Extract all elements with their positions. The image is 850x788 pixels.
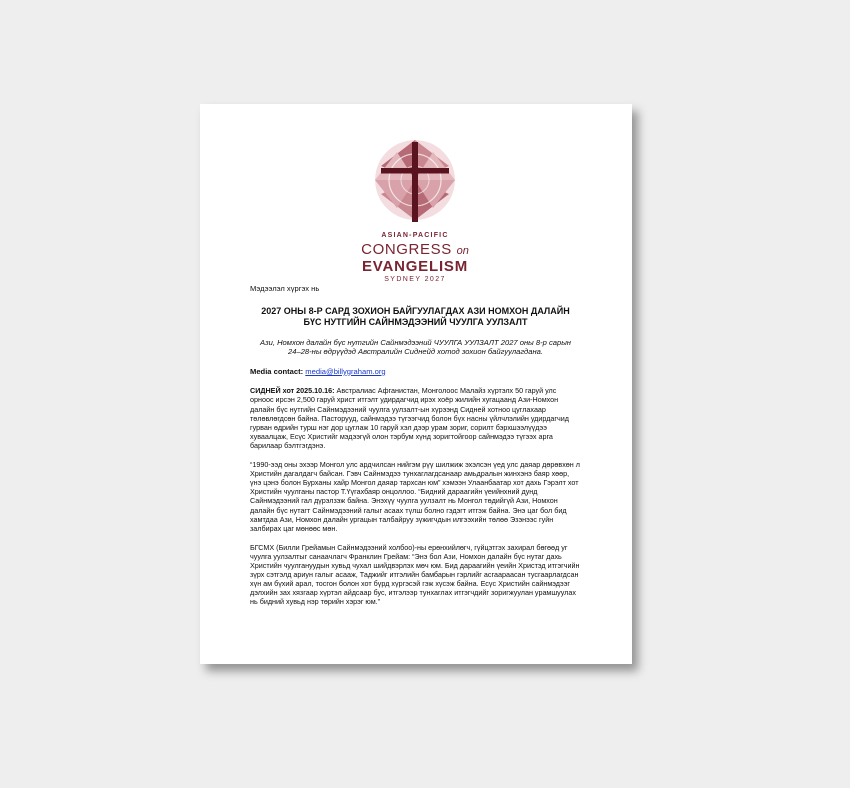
paragraph-1	[250, 386, 581, 450]
contact-email-link[interactable]: media@billygraham.org	[305, 366, 386, 376]
document-content	[250, 284, 581, 606]
logo-evangelism-text: EVANGELISM	[361, 258, 469, 275]
paragraph-1-text: Австралиас Афганистан, Монголоос Малайз хүртэлх 50 гаруй улс орноос ирсэн 2,500 гаруй христ итгэлт удирдагчид ирэх хоёр жилийн хугацаанд Ази-Номхон далайн бүс нутгийн Сайнмэдээний чуулга уулзалт-ын хүрээнд Сидней хотноо цуглахаар төлөвлөгдсөн байна. Пасторууд, сайнмэдээ түгээгчид болон бүх насны үйлчлэлийн удирдагчид гурван өдрийн турш нэг дор цуглаж 10 гаруй хэл дээр урам зориг, сорилт бэрхшээлүүдээ хуваалцаж, Есүс Христийг мэдээгүй олон тэрбум хүнд зоригтойгоор сайнмэдээ түгээх арга барилаар бэлтгэгдэнэ.	[250, 386, 569, 450]
doc-headline: 2027 ОНЫ 8-Р САРД ЗОХИОН БАЙГУУЛАГДАХ АЗИ НОМХОН ДАЛАЙН БҮС НУТГИЙН САЙНМЭДЭЭНИЙ ЧУУЛГА УУЛЗАЛТ	[261, 305, 570, 327]
logo-asia-text: ASIAN-PACIFIC	[381, 232, 449, 239]
document-page	[200, 104, 632, 664]
dateline: СИДНЕЙ хот 2025.10.16:	[250, 386, 335, 396]
paragraph-3: БГСМХ (Билли Грейамын Сайнмэдээний холбоо)-ны ерөнхийлөгч, гүйцэтгэх захирал бөгөөд уг чуулга уулзалтыг санаачлагч Франклин Грейам: “Энэ бол Ази, Номхон далайн бүс нутаг дахь Христийн чуулгануудын хувьд чухал шийдвэрлэх мөч юм. Бид дараагийн үеийн Христэд итгэгчийн зүрх сэтгэлд ариун галыг асааж, Таджийг итгэлийн бамбарын гэрлийг асгаараасан тусгаарлагдсан хүн ам бүхий арал, тосгон болон хот бүрд хүргэсэй гэж хүсэж байна. Есүс Христийн сайнмэдээг дэлхийн зах хязгаар хүртэл айдсаар бус, итгэлээр тунхаглах итгэгчдийг зоригжуулан урамшуулах нь бидний хувьд нэр төрийн хэрэг юм.”	[250, 542, 580, 607]
logo-on-word: on	[456, 245, 469, 257]
logo-congress-word: CONGRESS	[361, 241, 452, 258]
logo-congress-text	[340, 242, 490, 259]
paragraph-2: “1990-ээд оны эхээр Монгол улс ардчилсан нийгэм рүү шилжиж эхэлсэн үед улс даяар дөрөвхөн л Христийн дагалдагч байсан. Гэвч Сайнмэдээ тунхаглагдсанаар амьдралын жинхэнэ баяр хөөр, үнэ цэнэ болон Бурханы хайр Монгол даяар тархсан юм” хэмээн Улаанбаатар хот дахь Гэрэлт хот Христийн чуулганы пастор Т.Үүгахбаяр онцоллоо. “Бидний дараагийн үеийнхний дунд Сайнмэдээний гал дүрэлзэж байна. Энэхүү чуулга уулзалт нь Монгол төдийгүй Ази, Номхон далайн бүс нутагт Сайнмэдээний галыг асаах түлш болно гэдэгт итгэж байна. Энэ цаг бол бид хамтдаа Ази, Номхон далайн ургацын талбайруу зүжигчдын илгээхийн төлөө Эзэнээс гуйн залбирах цаг мөнөөс мөн.	[250, 460, 580, 533]
media-contact	[250, 367, 581, 377]
logo-sydney-text: SYDNEY 2027	[384, 276, 446, 283]
doc-label: Мэдээлэл хүргэх нь	[250, 284, 320, 293]
doc-subhead: Ази, Номхон далайн бүс нутгийн Сайнмэдээний ЧУУЛГА УУЛЗАЛТ 2027 оны 8-р сарын 24–28-ны өдрүүдэд Австралийн Сиднейд хотод зохион байгуулагдана.	[260, 337, 571, 357]
cross-logo-icon	[373, 138, 457, 222]
congress-logo	[340, 138, 490, 283]
contact-label: Media contact:	[250, 366, 304, 376]
